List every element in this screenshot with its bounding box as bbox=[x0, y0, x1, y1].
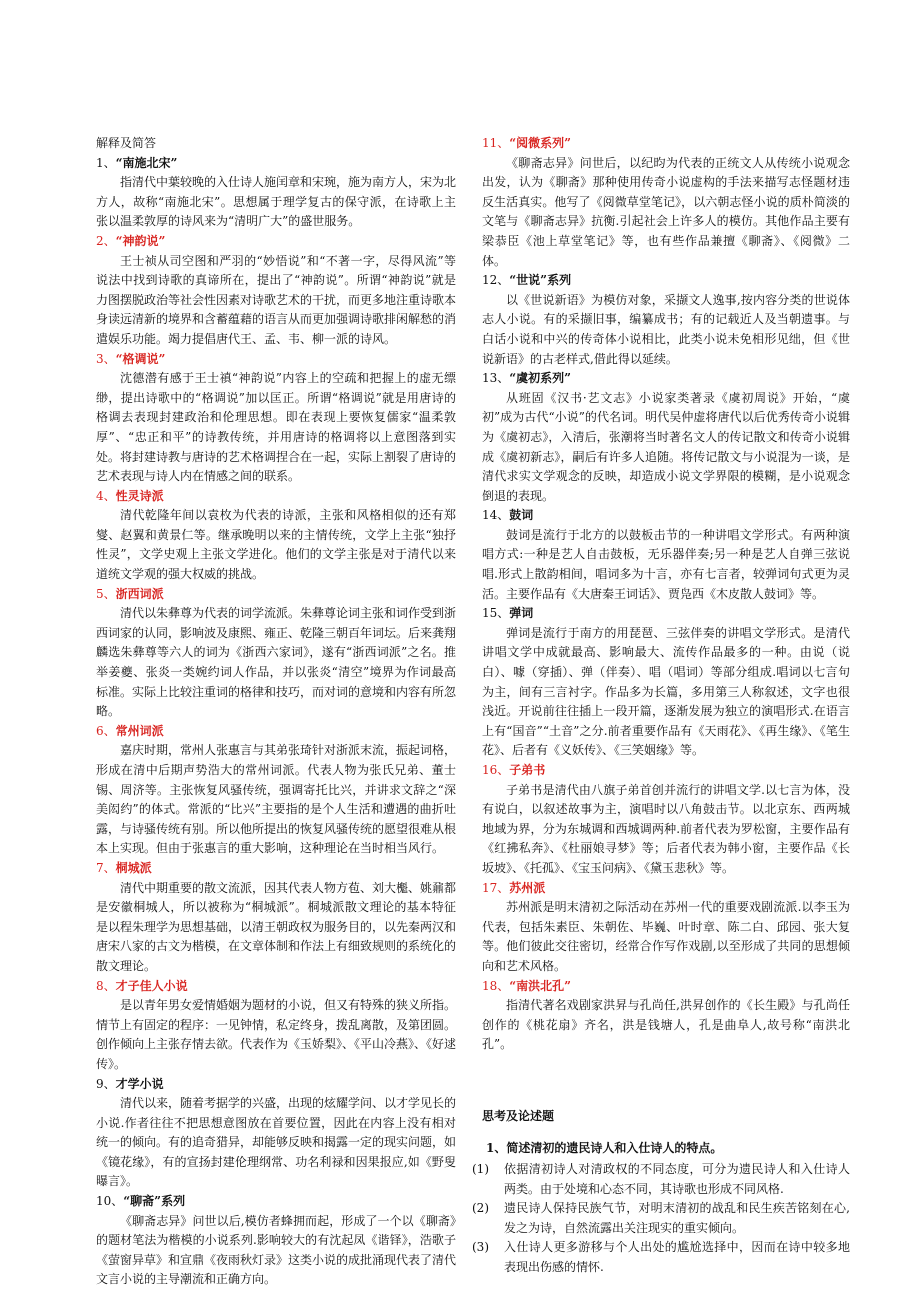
entry-term: “聊斋” bbox=[123, 1194, 162, 1209]
entry-term: “虞初系列” bbox=[509, 371, 572, 386]
entry-heading bbox=[482, 506, 850, 526]
entry-text: 嘉庆时期，常州人张惠言与其弟张琦针对浙派末流，振起词格，形成在清中后期声势浩大的常州词派。代表人物为张氏兄弟、董士锡、周济等。主张恢复风骚传统，强调寄托比兴，并讲求文辞之“深美闳约”的体式。常派的“比兴”主要指的是个人生活和遭遇的曲折吐露，与诗骚传统有别。所以他所提出的恢复风骚传统的愿望很难从根本上实现。但由于张惠言的重大影响，这种理论在当时相当风行。 bbox=[96, 743, 457, 856]
entry-term: 桐城派 bbox=[115, 860, 152, 875]
entry-term: 鼓词 bbox=[509, 508, 534, 523]
entry-text: 鼓词是流行于北方的以鼓板击节的一种讲唱文学形式。有两种演唱方式:一种是艺人自击鼓板，无乐器伴奏;另一种是艺人自弹三弦说唱.形式上散韵相间，唱词多为十言，亦有七言者，较弹词句式更为灵活。主要作品有《大唐秦王词话》、贾凫西《木皮散人鼓词》等。 bbox=[482, 527, 850, 601]
entry-number: 1、 bbox=[96, 155, 116, 170]
entry-heading bbox=[96, 154, 456, 174]
entry-number: 10、 bbox=[96, 1194, 124, 1209]
entry-text: 沈德潜有感于王士禛“神韵说”内容上的空疏和把握上的虚无缥缈，提出诗歌中的“格调说”加以匡正。所谓“格调说”就是用唐诗的格调去表现封建政治和伦理思想。即在表现上要恢复儒家“温柔敦厚”、“忠正和平”的诗教传统，并用唐诗的格调将以上意图落到实处。将封建诗教与唐诗的艺术格调捏合在一起，实际上割裂了唐诗的艺术表现与诗人内在情感之间的联系。 bbox=[96, 371, 457, 484]
entry-number: 6、 bbox=[96, 723, 116, 738]
entry-text: 清代中期重要的散文流派，因其代表人物方苞、刘大櫆、姚鼐都是安徽桐城人，所以被称为“桐城派”。桐城派散文理论的基本特征是以程朱理学为思想基础，以清王朝政权为服务目的，以先秦两汉和唐宋八家的古文为楷模，在文章体制和作法上有细致规则的系统化的散文理论。 bbox=[96, 880, 457, 973]
entry-term: “格调说” bbox=[115, 351, 166, 366]
right-column bbox=[472, 134, 850, 1278]
entry-term: “神韵说” bbox=[115, 233, 166, 248]
entry-number: 5、 bbox=[96, 586, 116, 601]
answer-number: (1) bbox=[472, 1162, 489, 1177]
right-entries bbox=[482, 134, 850, 1055]
entry-text: 指清代著名戏剧家洪昇与孔尚任,洪昇创作的《长生殿》与孔尚任创作的《桃花扇》齐名，洪是钱塘人，孔是曲阜人,故号称“南洪北孔”。 bbox=[482, 998, 850, 1052]
entry-term: “世说” bbox=[509, 273, 548, 288]
entry-text: 是以青年男女爱情婚姻为题材的小说，但又有特殊的狭义所指。情节上有固定的程序：一见钟情，私定终身，拨乱离散，及第团圆。创作倾向上主张存情去欲。代表作为《玉娇梨》、《平山冷燕》、《好逑传》。 bbox=[96, 998, 457, 1071]
entry-term: “南洪北孔” bbox=[509, 978, 572, 993]
answer-text: 依据清初诗人对清政权的不同态度，可分为遗民诗人和入仕诗人两类。由于处境和心态不同，其诗歌也形成不同风格. bbox=[504, 1162, 850, 1196]
entry-text: 以《世说新语》为模仿对象，采撷文人逸事,按内容分类的世说体志人小说。有的采撷旧事，编纂成书；有的记载近人及当朝遗事。与白话小说和中兴的传奇体小说相比，此类小说未免相形见绌，但《世说新语》的古老样式,借此得以延续。 bbox=[482, 292, 850, 366]
entry-number: 13、 bbox=[482, 371, 510, 386]
entry-text: 从班固《汉书·艺文志》小说家类著录《虞初周说》开始，“虞初”成为古代“小说”的代名词。明代吴仲虚将唐代以后优秀传奇小说辑为《虞初志》，入清后，张潮将当时著名文人的传记散文和传奇小说辑成《虞初新志》，嗣后有许多人追随。将传记散文与小说混为一谈，是清代求实文学观念的反映，却造成小说文学界限的模糊，是小说观念倒退的表现。 bbox=[482, 390, 850, 503]
entry-number: 9、 bbox=[96, 1076, 116, 1091]
entry-heading bbox=[96, 232, 456, 252]
left-entries bbox=[96, 154, 456, 1290]
entry-heading bbox=[96, 859, 456, 879]
answer-text: 遗民诗人保持民族气节，对明末清初的战乱和民生疾苦铭刻在心,发之为诗，自然流露出关注现实的重实倾向。 bbox=[504, 1201, 850, 1235]
entry-number: 12、 bbox=[482, 273, 510, 288]
entry-term-suffix: 系列 bbox=[161, 1194, 186, 1209]
entry-text: 《聊斋志异》问世以后,模仿者蜂拥而起，形成了一个以《聊斋》的题材笔法为楷模的小说系列.影响较大的有沈起凤《谐铎》，浩歌子《萤窗异草》和宣鼎《夜雨秋灯录》这类小说的成批涌现代表了清代文言小说的主导潮流和正确方向。 bbox=[96, 1213, 456, 1287]
entry-text: 清代乾隆年间以袁枚为代表的诗派，主张和风格相似的还有郑燮、赵翼和黄景仁等。继承晚明以来的主情传统，文学上主张“独抒性灵”，文学史观上主张文学进化。他们的文学主张是对于清代以来道统文学观的强大权威的挑战。 bbox=[96, 508, 456, 582]
entry-heading bbox=[96, 487, 456, 507]
entry-number: 16、 bbox=[482, 763, 510, 777]
entry-text: 王士祯从司空图和严羽的“妙悟说”和“不著一字，尽得风流”等说法中找到诗歌的真谛所在，提出了“神韵说”。所谓“神韵说”就是力图摆脱政治等社会性因素对诗歌艺术的干扰，而更多地注重诗歌本身读远清新的境界和含蓄蕴藉的语言从而更加强调诗歌排闲解愁的消遣娱乐功能。竭力提倡唐代王、孟、韦、柳一派的诗风。 bbox=[96, 253, 457, 346]
answer-item bbox=[472, 1160, 850, 1199]
entry-term: 常州词派 bbox=[115, 723, 164, 738]
entry-heading bbox=[482, 604, 850, 624]
entry-heading bbox=[482, 369, 850, 389]
answer-number: (2) bbox=[472, 1201, 489, 1216]
entry-heading bbox=[96, 1192, 456, 1212]
entry-heading bbox=[482, 134, 850, 154]
entry-heading bbox=[482, 977, 850, 997]
entry-text: 清代以来，随着考据学的兴盛，出现的炫耀学问、以才学见长的小说.作者往往不把思想意图放在首要位置，因此在内容上没有相对统一的倾向。有的追奇猎异，却能够反映和揭露一定的现实问题，如《镜花缘》，有的宣扬封建伦理纲常、功名利禄和因果报应,如《野叟曝言》。 bbox=[96, 1096, 457, 1189]
entry-heading bbox=[96, 350, 456, 370]
answer-item bbox=[472, 1199, 850, 1238]
entry-number: 3、 bbox=[96, 351, 116, 366]
entry-term-suffix: 系列 bbox=[547, 273, 572, 288]
section-title: 解释及简答 bbox=[96, 136, 157, 150]
entry-heading bbox=[96, 977, 456, 997]
entry-number: 2、 bbox=[96, 233, 116, 248]
section2-title: 思考及论述题 bbox=[482, 1108, 555, 1123]
entry-text: 《聊斋志异》问世后，以纪昀为代表的正统文人从传统小说观念出发，认为《聊斋》那种使用传奇小说虚构的手法来描写志怪题材违反生活真实。他写了《阅微草堂笔记》，以六朝志怪小说的质朴简淡的文笔与《聊斋志异》抗衡.引起社会上许多人的模仿。其他作品主要有梁恭臣《池上草堂笔记》等，也有些作品兼擅《聊斋》、《阅微》二体。 bbox=[482, 155, 850, 268]
answer-number: (3) bbox=[472, 1240, 489, 1255]
entry-text: 弹词是流行于南方的用琵琶、三弦伴奏的讲唱文学形式。是清代讲唱文学中成就最高、影响最大、流传作品最多的一种。由说（说白）、噱（穿插）、弹（伴奏）、唱（唱词）等部分组成.唱词以七言句为主，间有三言衬字。作品多为长篇，多用第三人称叙述，文字也很浅近。开说前往往插上一段开篇，逐渐发展为独立的演唱形式.在语言上有“国音”“土音”之分.前者重要作品有《天雨花》、《再生缘》、《笔生花》、后者有《义妖传》、《三笑姻缘》等。 bbox=[482, 625, 850, 758]
entry-number: 4、 bbox=[96, 488, 116, 503]
entry-number: 11、 bbox=[482, 136, 510, 150]
entry-heading bbox=[96, 1075, 456, 1095]
entry-heading bbox=[96, 585, 456, 605]
entry-text: 指清代中葉较晚的入仕诗人施闰章和宋琬，施为南方人，宋为北方人，故称“南施北宋”。思想属于理学复古的保守派，在诗歌上主张以温柔敦厚的诗风来为“清明广大”的盛世服务。 bbox=[96, 175, 457, 229]
entry-heading bbox=[482, 271, 850, 291]
entry-number: 18、 bbox=[482, 978, 510, 993]
answer-text: 入仕诗人更多游移与个人出处的尴尬选择中，因而在诗中较多地表现出伤感的情怀. bbox=[504, 1240, 850, 1275]
entry-term: 弹词 bbox=[509, 606, 534, 621]
entry-heading bbox=[482, 879, 850, 899]
entry-term: “阅微系列” bbox=[509, 136, 572, 150]
entry-number: 8、 bbox=[96, 978, 116, 993]
entry-term: 才子佳人小说 bbox=[115, 978, 188, 993]
entry-heading bbox=[96, 722, 456, 742]
answer-item bbox=[472, 1238, 850, 1277]
entry-term: 子弟书 bbox=[509, 763, 546, 777]
left-column bbox=[96, 134, 456, 1290]
entry-number: 14、 bbox=[482, 508, 510, 523]
entry-term: 苏州派 bbox=[509, 880, 546, 895]
entry-text: 苏州派是明末清初之际活动在苏州一代的重要戏剧流派.以李玉为代表，包括朱素臣、朱朝佐、毕巍、叶时章、陈二白、邱园、张大复等。他们彼此交往密切，经常合作写作戏剧,以至形成了共同的思想倾向和艺术风格。 bbox=[482, 900, 850, 973]
entry-number: 7、 bbox=[96, 860, 116, 875]
entry-text: 清代以朱彝尊为代表的词学流派。朱彝尊论词主张和词作受到浙西词家的认同，影响波及康熙、雍正、乾隆三朝百年词坛。后来龚翔麟选朱彝尊等六人的词为《浙西六家词》，遂有“浙西词派”之名。推举姜夔、张炎一类婉约词人作品，并以张炎“清空”境界为作词最高标准。实际上比较注重词的格律和技巧，而对词的意境和内容有所忽略。 bbox=[96, 606, 457, 719]
entry-heading bbox=[482, 761, 850, 781]
entry-term: “南施北宋” bbox=[115, 155, 178, 170]
entry-term: 才学小说 bbox=[115, 1076, 164, 1091]
answer-list bbox=[472, 1160, 850, 1278]
entry-number: 17、 bbox=[482, 880, 510, 895]
entry-text: 子弟书是清代由八旗子弟首创并流行的讲唱文学.以七言为体，没有说白，以叙述故事为主，演唱时以八角鼓击节。以北京东、西两城地域为界，分为东城调和西城调两种.前者代表为罗松窗，主要作品有《红拂私奔》、《杜丽娘寻梦》等；后者代表为韩小窗，主要作品《长坂坡》、《托孤》、《宝玉问病》、《黛玉悲秋》等。 bbox=[482, 782, 850, 875]
entry-term: 性灵诗派 bbox=[115, 488, 164, 503]
question-heading: 1、简述清初的遗民诗人和入仕诗人的特点。 bbox=[486, 1140, 723, 1155]
entry-number: 15、 bbox=[482, 606, 510, 621]
entry-term: 浙西词派 bbox=[115, 586, 164, 601]
